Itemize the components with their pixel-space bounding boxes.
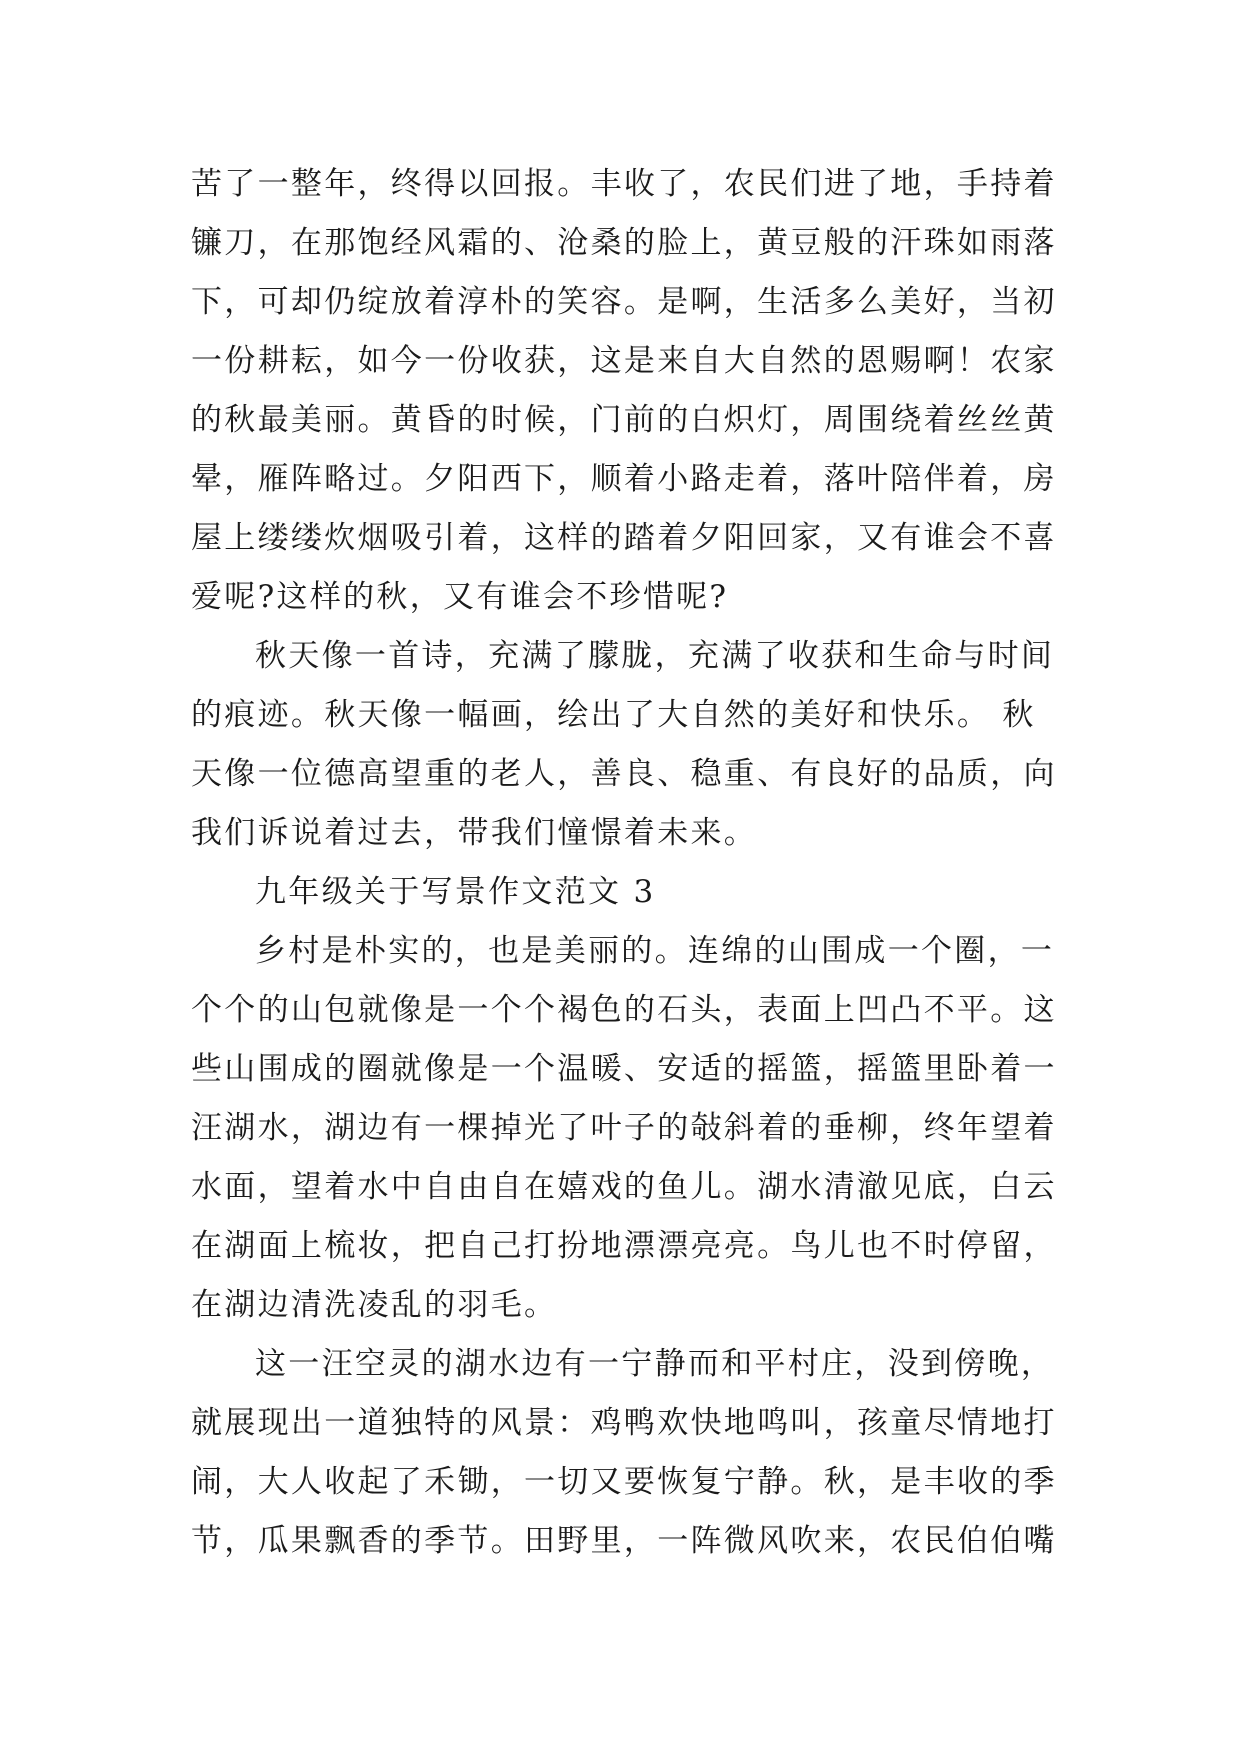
text-line: 屋上缕缕炊烟吸引着，这样的踏着夕阳回家，又有谁会不喜	[191, 520, 1057, 556]
text-line: 天像一位德高望重的老人，善良、稳重、有良好的品质，向	[191, 756, 1057, 792]
text-line: 我们诉说着过去，带我们憧憬着未来。	[191, 815, 758, 851]
text-line: 晕，雁阵略过。夕阳西下，顺着小路走着，落叶陪伴着，房	[191, 461, 1057, 497]
document-body	[191, 155, 1057, 1571]
text-line: 些山围成的圈就像是一个温暖、安适的摇篮，摇篮里卧着一	[191, 1051, 1057, 1087]
text-line: 镰刀，在那饱经风霜的、沧桑的脸上，黄豆般的汗珠如雨落	[191, 225, 1057, 261]
text-line: 的痕迹。秋天像一幅画，绘出了大自然的美好和快乐。 秋	[191, 697, 1036, 733]
paragraph-start-line: 乡村是朴实的，也是美丽的。连绵的山围成一个圈，一	[255, 933, 1055, 969]
text-line: 下，可却仍绽放着淳朴的笑容。是啊，生活多么美好，当初	[191, 284, 1057, 320]
text-line: 一份耕耘，如今一份收获，这是来自大自然的恩赐啊！农家	[191, 343, 1057, 379]
text-line: 苦了一整年，终得以回报。丰收了，农民们进了地，手持着	[191, 166, 1057, 202]
text-line: 就展现出一道独特的风景：鸡鸭欢快地鸣叫，孩童尽情地打	[191, 1405, 1057, 1441]
text-line: 个个的山包就像是一个个褐色的石头，表面上凹凸不平。这	[191, 992, 1057, 1028]
text-line: 在湖面上梳妆，把自己打扮地漂漂亮亮。鸟儿也不时停留，	[191, 1228, 1057, 1264]
paragraph-start-line: 秋天像一首诗，充满了朦胧，充满了收获和生命与时间	[255, 638, 1055, 674]
text-line: 在湖边清洗凌乱的羽毛。	[191, 1287, 558, 1323]
paragraph-start-line: 这一汪空灵的湖水边有一宁静而和平村庄，没到傍晚，	[255, 1346, 1055, 1382]
text-line: 爱呢?这样的秋，又有谁会不珍惜呢?	[191, 579, 729, 615]
text-line: 水面，望着水中自由自在嬉戏的鱼儿。湖水清澈见底，白云	[191, 1169, 1057, 1205]
text-line: 汪湖水，湖边有一棵掉光了叶子的敧斜着的垂柳，终年望着	[191, 1110, 1057, 1146]
section-heading: 九年级关于写景作文范文 3	[255, 874, 656, 910]
text-line: 的秋最美丽。黄昏的时候，门前的白炽灯，周围绕着丝丝黄	[191, 402, 1057, 438]
text-line: 闹，大人收起了禾锄，一切又要恢复宁静。秋，是丰收的季	[191, 1464, 1057, 1500]
text-line: 节，瓜果飘香的季节。田野里，一阵微风吹来，农民伯伯嘴	[191, 1523, 1057, 1559]
